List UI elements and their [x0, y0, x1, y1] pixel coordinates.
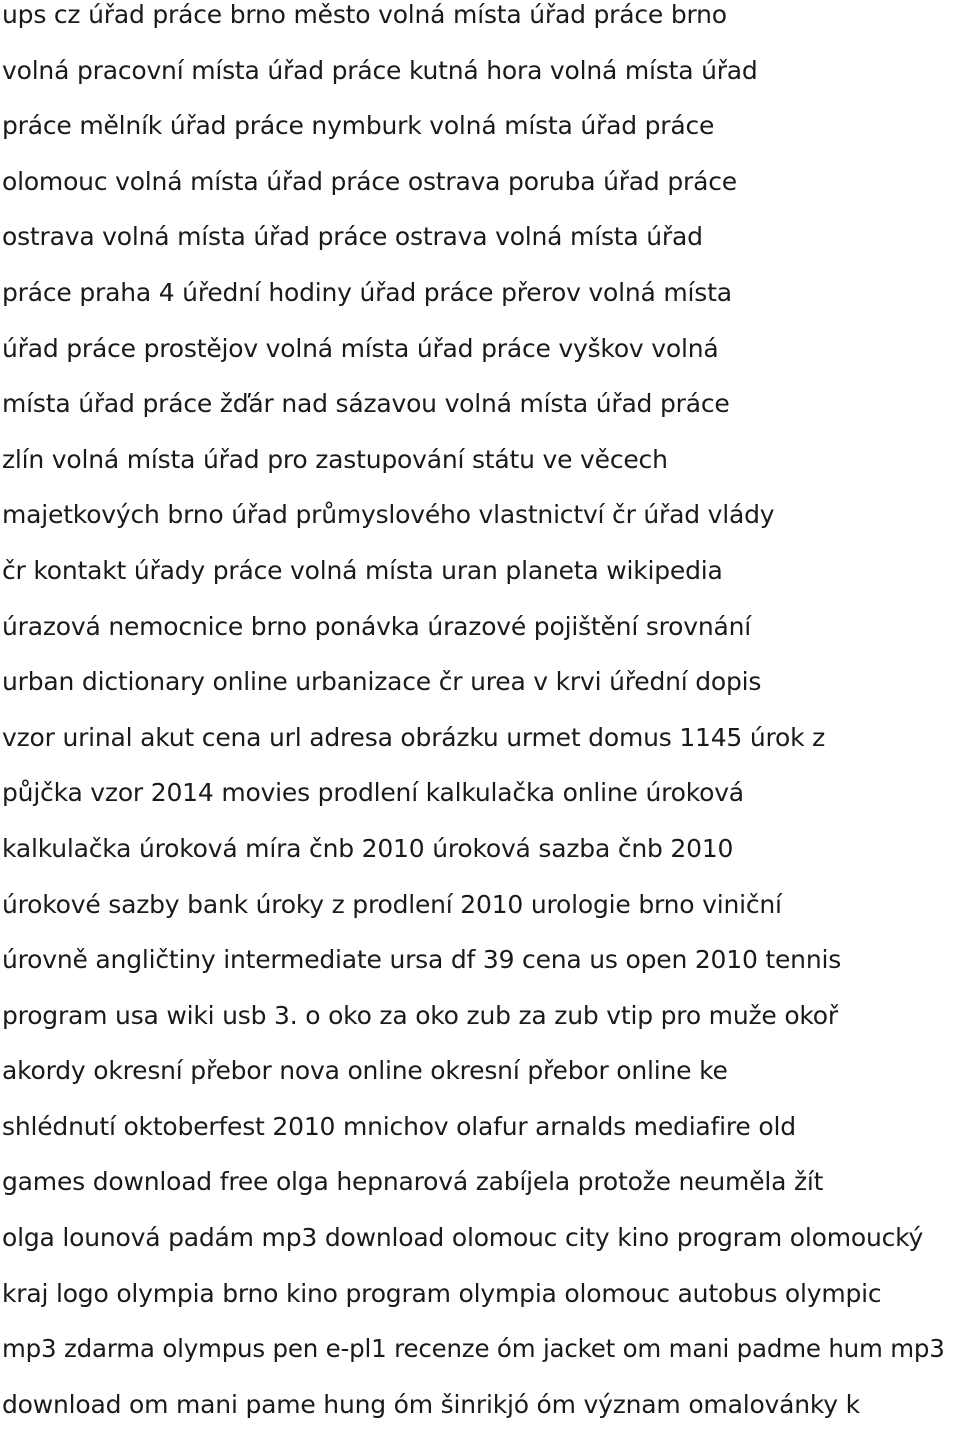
- text-line: volná pracovní místa úřad práce kutná hora volná místa úřad: [2, 55, 758, 85]
- text-line: mp3 zdarma olympus pen e-pl1 recenze óm jacket om mani padme hum mp3: [2, 1334, 945, 1364]
- text-line: akordy okresní přebor nova online okresní přebor online ke: [2, 1056, 728, 1086]
- text-line: půjčka vzor 2014 movies prodlení kalkulačka online úroková: [2, 778, 744, 808]
- text-line: úrovně angličtiny intermediate ursa df 39 cena us open 2010 tennis: [2, 945, 842, 975]
- text-line: ups cz úřad práce brno město volná místa úřad práce brno: [2, 0, 727, 29]
- text-line: majetkových brno úřad průmyslového vlastnictví čr úřad vlády: [2, 500, 775, 530]
- text-line: úrokové sazby bank úroky z prodlení 2010 urologie brno viniční: [2, 889, 782, 919]
- text-line: kalkulačka úroková míra čnb 2010 úroková sazba čnb 2010: [2, 833, 734, 863]
- text-line: download om mani pame hung óm šinrikjó óm význam omalovánky k: [2, 1389, 860, 1419]
- text-line: program usa wiki usb 3. o oko za oko zub za zub vtip pro muže okoř: [2, 1000, 838, 1030]
- text-line: zlín volná místa úřad pro zastupování státu ve věcech: [2, 444, 668, 474]
- document-text: [2, 0, 958, 1445]
- text-line: čr kontakt úřady práce volná místa uran planeta wikipedia: [2, 555, 723, 585]
- text-line: olga lounová padám mp3 download olomouc city kino program olomoucký: [2, 1223, 924, 1253]
- text-line: úřad práce prostějov volná místa úřad práce vyškov volná: [2, 333, 719, 363]
- text-line: úrazová nemocnice brno ponávka úrazové pojištění srovnání: [2, 611, 752, 641]
- text-line: kraj logo olympia brno kino program olympia olomouc autobus olympic: [2, 1278, 882, 1308]
- text-line: urban dictionary online urbanizace čr urea v krvi úřední dopis: [2, 667, 762, 697]
- text-line: shlédnutí oktoberfest 2010 mnichov olafur arnalds mediafire old: [2, 1111, 796, 1141]
- text-line: práce praha 4 úřední hodiny úřad práce přerov volná místa: [2, 277, 732, 307]
- text-line: místa úřad práce žďár nad sázavou volná místa úřad práce: [2, 389, 730, 419]
- text-line: olomouc volná místa úřad práce ostrava poruba úřad práce: [2, 166, 737, 196]
- text-line: vzor urinal akut cena url adresa obrázku urmet domus 1145 úrok z: [2, 722, 826, 752]
- text-line: ostrava volná místa úřad práce ostrava volná místa úřad: [2, 222, 703, 252]
- text-line: games download free olga hepnarová zabíjela protože neuměla žít: [2, 1167, 824, 1197]
- text-line: práce mělník úřad práce nymburk volná místa úřad práce: [2, 111, 715, 141]
